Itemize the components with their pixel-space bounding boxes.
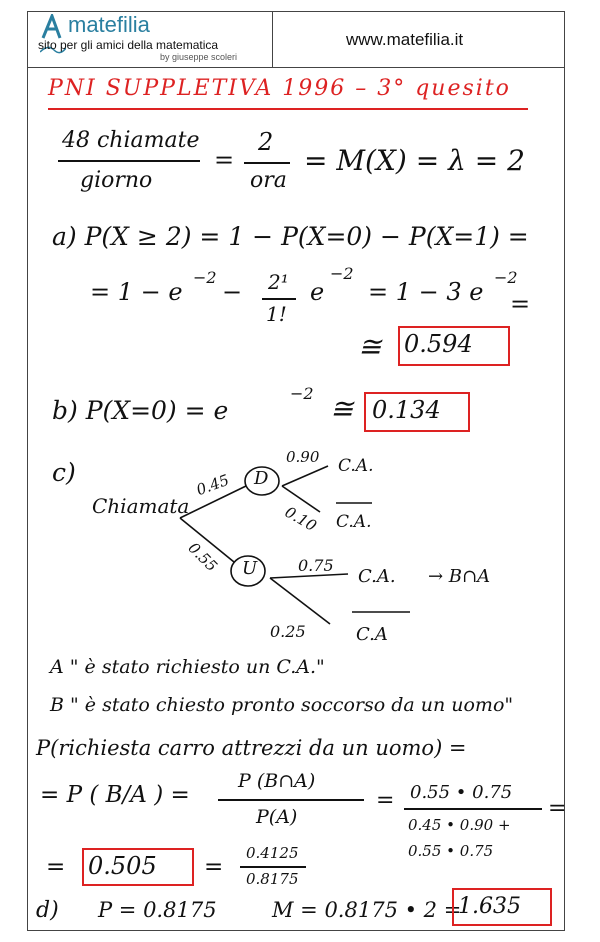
part-a-exp3: −2 [494, 268, 518, 287]
def-b: B " è stato chiesto pronto soccorso da un uomo" [50, 694, 514, 716]
part-a-line2e: = [510, 290, 531, 318]
cond-frac2-den1: 0.45 • 0.90 + [408, 816, 511, 834]
cond-frac2-den2: 0.55 • 0.75 [408, 842, 494, 860]
part-a-exp1: −2 [193, 268, 217, 287]
prob-u: 0.55 [184, 538, 221, 576]
part-b-approx: ≅ [330, 392, 354, 425]
part-a-result: 0.594 [404, 330, 473, 358]
intro-denominator-2: ora [250, 168, 287, 193]
page-title: PNI SUPPLETIVA 1996 – 3° quesito [48, 76, 511, 101]
intro-numerator-2: 2 [258, 128, 274, 156]
cond-eq4: = [46, 854, 66, 880]
node-d-label: D [254, 468, 269, 489]
def-a: A " è stato richiesto un C.A." [50, 656, 325, 678]
part-d-p: P = 0.8175 [98, 898, 217, 922]
prob-d-ca: 0.90 [286, 448, 320, 466]
prob-u-ca: 0.75 [298, 556, 334, 575]
question: P(richiesta carro attrezzi da un uomo) = [36, 736, 467, 760]
logo-author: by giuseppe scoleri [160, 52, 238, 62]
node-u-label: U [242, 558, 258, 579]
outcome-u-notca: C.A [356, 624, 388, 645]
part-b-exp: −2 [290, 384, 314, 403]
part-a-approx: ≅ [358, 330, 382, 363]
outcome-u-ca: C.A. [358, 566, 396, 587]
intro-equals: = [214, 146, 235, 174]
part-a-exp2: −2 [330, 264, 354, 283]
intro-rhs: = M(X) = λ = 2 [304, 144, 525, 177]
outcome-u-ca-arrow: → B∩A [428, 566, 491, 587]
part-d-label: d) [36, 898, 59, 923]
tree-root-label: Chiamata [92, 494, 190, 518]
cond-frac3-bar [240, 866, 306, 868]
part-d-m: M = 0.8175 • 2 = [272, 898, 462, 922]
branch-d-ca [282, 466, 328, 486]
part-c-label: c) [52, 458, 76, 487]
cond-eq1: = P ( B/A ) = [40, 782, 190, 808]
cond-eq5: = [204, 854, 224, 880]
part-a-frac-den: 1! [266, 302, 287, 326]
part-a-line2b: − [222, 278, 243, 306]
cond-frac3-num: 0.4125 [246, 844, 299, 862]
part-a-frac-num: 2¹ [268, 270, 289, 294]
logo-tagline: sito per gli amici della matematica [38, 38, 219, 52]
branch-u-notca [270, 578, 330, 624]
intro-numerator: 48 chiamate [62, 128, 200, 153]
site-url[interactable]: www.matefilia.it [346, 30, 464, 49]
cond-eq2: = [376, 788, 395, 813]
cond-frac2-num: 0.55 • 0.75 [410, 782, 513, 803]
outcome-d-notca: C.A. [336, 512, 372, 532]
cond-frac2-bar [404, 808, 542, 810]
part-c-result: 0.505 [88, 852, 157, 880]
cond-frac3-den: 0.8175 [246, 870, 299, 888]
prob-d: 0.45 [193, 470, 232, 500]
cond-frac1-num: P (B∩A) [238, 770, 316, 792]
part-a-line2a: = 1 − e [90, 278, 183, 306]
part-b-text: b) P(X=0) = e [52, 396, 229, 425]
intro-denominator: giorno [80, 168, 153, 193]
part-a-line2c: e [310, 278, 325, 306]
part-b-result: 0.134 [372, 396, 441, 424]
prob-u-notca: 0.25 [270, 622, 306, 641]
part-a-line1: a) P(X ≥ 2) = 1 − P(X=0) − P(X=1) = [52, 222, 529, 251]
cond-frac1-bar [218, 799, 364, 801]
part-a-line2d: = 1 − 3 e [368, 278, 484, 306]
cond-eq3: = [548, 796, 567, 821]
logo-name: matefilia [68, 12, 150, 37]
outcome-d-ca: C.A. [338, 456, 374, 476]
part-d-result: 1.635 [458, 894, 521, 919]
cond-frac1-den: P(A) [256, 806, 298, 828]
prob-d-notca: 0.10 [281, 502, 320, 536]
